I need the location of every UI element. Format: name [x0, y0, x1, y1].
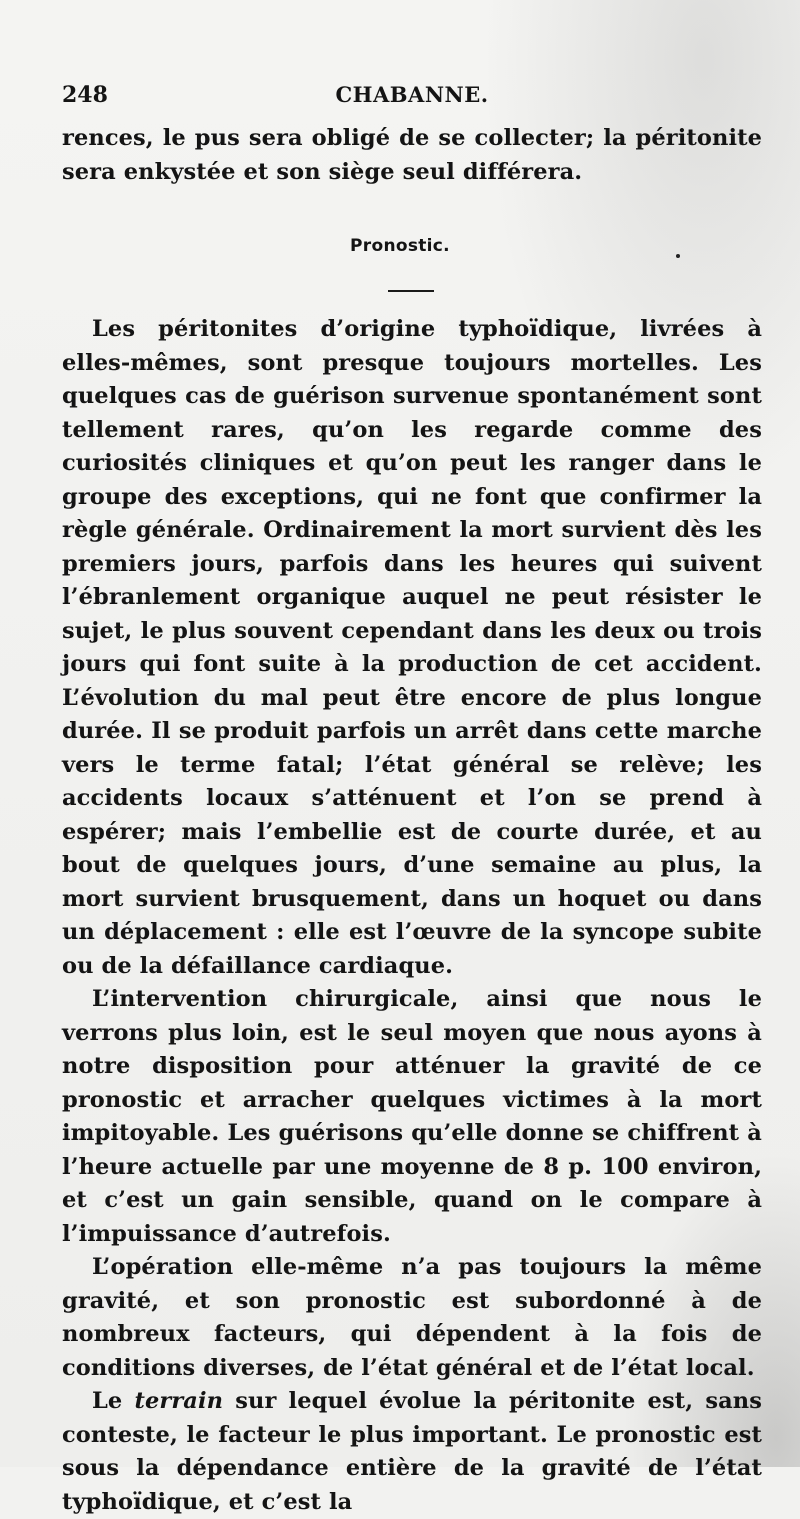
heading-rule — [388, 290, 434, 292]
terrain-lead: Le — [92, 1388, 135, 1414]
terrain-rest: sur lequel évolue la péritonite est, sans conteste, le facteur le plus important. Le pronostic est sous la dépendance entière de la gravité de l’état typhoïdique, et c’est la — [62, 1388, 762, 1515]
terrain-emphasis: terrain — [134, 1388, 224, 1414]
running-head: CHABANNE. — [335, 82, 489, 107]
section-heading: Pronostic. — [350, 236, 450, 256]
page-number: 248 — [62, 82, 108, 108]
paragraph-prognosis: Les péritonites d’origine typhoïdique, livrées à elles-mêmes, sont presque toujours mortelles. Les quelques cas de guérison survenue spontanément sont tellement rares, qu’on les regarde comme des curiosités cliniques et qu’on peut les ranger dans le groupe des exceptions, qui ne font que confirmer la règle générale. Ordinairement la mort survient dès les premiers jours, parfois dans les heures qui suivent l’ébranlement organique auquel ne peut résister le sujet, le plus souvent cependant dans les deux ou trois jours qui font suite à la production de cet accident. L’évolution du mal peut être encore de plus longue durée. Il se produit parfois un arrêt dans cette marche vers le terme fatal; l’état général se relève; les accidents locaux s’atténuent et l’on se prend à espérer; mais l’embellie est de courte durée, et au bout de quelques jours, d’une semaine au plus, la mort survient brusquement, dans un hoquet ou dans un déplacement : elle est l’œuvre de la syncope subite ou de la défaillance cardiaque. — [62, 316, 762, 979]
main-text — [62, 313, 762, 1519]
paragraph-operation: L’opération elle-même n’a pas toujours la même gravité, et son pronostic est subordonné à de nombreux facteurs, qui dépendent à la fois de conditions diverses, de l’état général et de l’état local. — [62, 1254, 762, 1381]
intro-paragraph: rences, le pus sera obligé de se collecter; la péritonite sera enkystée et son siège seul différera. — [62, 125, 762, 185]
paragraph-terrain — [62, 1385, 762, 1519]
page-header — [62, 82, 762, 112]
paragraph-surgery: L’intervention chirurgicale, ainsi que nous le verrons plus loin, est le seul moyen que nous ayons à notre disposition pour atténuer la gravité de ce pronostic et arracher quelques victimes à la mort impitoyable. Les guérisons qu’elle donne se chiffrent à l’heure actuelle par une moyenne de 8 p. 100 environ, et c’est un gain sensible, quand on le compare à l’impuissance d’autrefois. — [62, 986, 762, 1247]
print-speck — [676, 254, 680, 258]
